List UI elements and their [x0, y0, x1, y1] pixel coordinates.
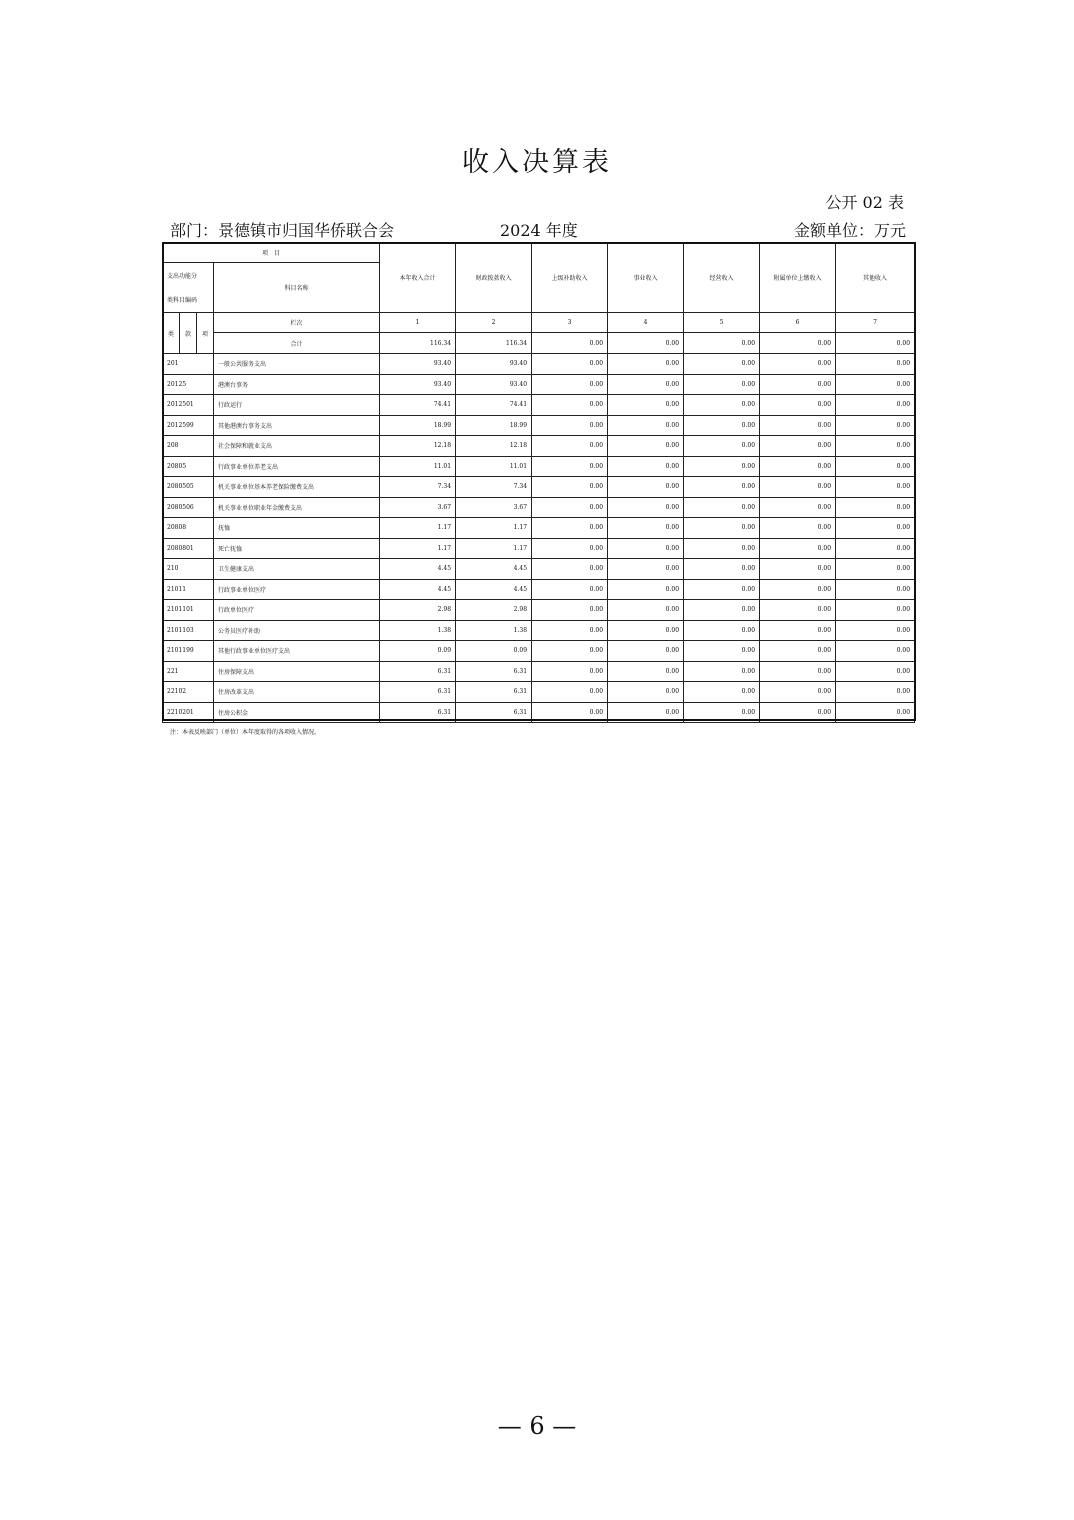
amount-cell: 1.38 — [380, 620, 456, 641]
amount-cell: 6.31 — [380, 682, 456, 703]
amount-cell: 0.00 — [532, 436, 608, 457]
amount-cell: 0.00 — [684, 620, 760, 641]
col-number-5: 5 — [684, 313, 760, 333]
amount-cell: 93.40 — [456, 354, 532, 375]
amount-cell: 0.00 — [760, 497, 836, 518]
amount-cell: 0.00 — [684, 354, 760, 375]
amount-cell: 0.00 — [684, 641, 760, 662]
table-meta — [170, 218, 906, 242]
amount-cell: 0.00 — [760, 456, 836, 477]
col-header-6: 附属单位上缴收入 — [760, 243, 836, 313]
table-note: 注：本表反映部门（单位）本年度取得的各项收入情况。 — [170, 729, 321, 736]
amount-cell: 0.00 — [532, 620, 608, 641]
page-number: — 6 — — [497, 1412, 577, 1440]
xiang-header: 项 — [197, 313, 214, 354]
amount-cell: 0.00 — [532, 559, 608, 580]
amount-cell: 6.31 — [456, 682, 532, 703]
amount-cell: 7.34 — [456, 477, 532, 498]
amount-cell: 0.00 — [532, 374, 608, 395]
amount-cell: 0.00 — [608, 538, 684, 559]
amount-cell: 0.00 — [684, 456, 760, 477]
form-number: 公开 02 表 — [825, 193, 904, 212]
amount-cell: 0.00 — [760, 702, 836, 723]
amount-cell: 1.38 — [456, 620, 532, 641]
amount-cell: 0.00 — [836, 600, 915, 621]
amount-cell: 0.00 — [760, 538, 836, 559]
subject-name: 死亡抚恤 — [214, 538, 380, 559]
amount-cell: 0.00 — [836, 415, 915, 436]
amount-cell: 0.00 — [608, 497, 684, 518]
amount-cell: 0.00 — [760, 518, 836, 539]
table-row — [163, 579, 915, 600]
lei-header: 类 — [163, 313, 180, 354]
amount-cell: 6.31 — [456, 661, 532, 682]
amount-cell: 11.01 — [456, 456, 532, 477]
subject-name: 社会保障和就业支出 — [214, 436, 380, 457]
amount-cell: 0.00 — [684, 415, 760, 436]
table-row — [163, 682, 915, 703]
amount-cell: 0.00 — [532, 538, 608, 559]
amount-cell: 0.00 — [608, 702, 684, 723]
total-cell: 0.00 — [836, 333, 915, 354]
func-class-label: 支出功能分 — [163, 263, 214, 288]
subject-name: 其他港澳台事务支出 — [214, 415, 380, 436]
subject-code: 221 — [163, 661, 214, 682]
amount-cell: 4.45 — [380, 559, 456, 580]
subject-name: 抚恤 — [214, 518, 380, 539]
lanci-header: 栏次 — [214, 313, 380, 333]
col-header-4: 事业收入 — [608, 243, 684, 313]
amount-cell: 0.00 — [532, 354, 608, 375]
amount-cell: 0.00 — [836, 702, 915, 723]
amount-cell: 0.00 — [532, 477, 608, 498]
subject-code: 20808 — [163, 518, 214, 539]
amount-cell: 0.00 — [684, 436, 760, 457]
amount-cell: 0.00 — [760, 436, 836, 457]
amount-cell: 0.00 — [836, 436, 915, 457]
amount-cell: 0.00 — [684, 395, 760, 416]
amount-cell: 0.00 — [608, 579, 684, 600]
amount-cell: 93.40 — [456, 374, 532, 395]
table-row — [163, 518, 915, 539]
amount-cell: 0.09 — [380, 641, 456, 662]
subject-name-header: 科目名称 — [214, 263, 380, 313]
table-row — [163, 497, 915, 518]
amount-cell: 0.00 — [684, 538, 760, 559]
subject-code: 2012599 — [163, 415, 214, 436]
subject-code: 21011 — [163, 579, 214, 600]
col-number-7: 7 — [836, 313, 915, 333]
amount-cell: 6.31 — [380, 661, 456, 682]
subject-name: 机关事业单位基本养老保险缴费支出 — [214, 477, 380, 498]
table-row — [163, 600, 915, 621]
amount-unit: 金额单位：万元 — [793, 221, 906, 240]
subject-code: 2012501 — [163, 395, 214, 416]
amount-cell: 0.00 — [684, 518, 760, 539]
amount-cell: 4.45 — [456, 579, 532, 600]
amount-cell: 0.00 — [532, 579, 608, 600]
subject-code: 20805 — [163, 456, 214, 477]
amount-cell: 0.00 — [608, 395, 684, 416]
amount-cell: 0.00 — [836, 374, 915, 395]
amount-cell: 0.00 — [684, 559, 760, 580]
amount-cell: 2.98 — [380, 600, 456, 621]
amount-cell: 0.00 — [836, 559, 915, 580]
amount-cell: 4.45 — [456, 559, 532, 580]
amount-cell: 93.40 — [380, 354, 456, 375]
amount-cell: 2.98 — [456, 600, 532, 621]
amount-cell: 0.00 — [836, 682, 915, 703]
amount-cell: 74.41 — [456, 395, 532, 416]
total-cell: 0.00 — [760, 333, 836, 354]
subject-name: 港澳台事务 — [214, 374, 380, 395]
subject-name: 行政事业单位养老支出 — [214, 456, 380, 477]
amount-cell: 0.00 — [836, 354, 915, 375]
amount-cell: 0.00 — [608, 354, 684, 375]
subject-code: 2080505 — [163, 477, 214, 498]
amount-cell: 18.99 — [456, 415, 532, 436]
class-code-label: 类科目编码 — [163, 288, 214, 313]
amount-cell: 0.00 — [836, 538, 915, 559]
amount-cell: 0.00 — [608, 641, 684, 662]
amount-cell: 0.00 — [532, 661, 608, 682]
amount-cell: 0.00 — [532, 497, 608, 518]
subject-code: 210 — [163, 559, 214, 580]
amount-cell: 0.00 — [684, 661, 760, 682]
amount-cell: 0.00 — [760, 641, 836, 662]
table-row — [163, 415, 915, 436]
subject-name: 住房改革支出 — [214, 682, 380, 703]
kuan-header: 款 — [180, 313, 197, 354]
amount-cell: 12.18 — [456, 436, 532, 457]
col-header-1: 本年收入合计 — [380, 243, 456, 313]
amount-cell: 74.41 — [380, 395, 456, 416]
table-row — [163, 661, 915, 682]
amount-cell: 0.00 — [684, 477, 760, 498]
amount-cell: 0.00 — [532, 395, 608, 416]
income-table — [162, 242, 915, 723]
amount-cell: 93.40 — [380, 374, 456, 395]
subject-name: 其他行政事业单位医疗支出 — [214, 641, 380, 662]
amount-cell: 0.00 — [836, 395, 915, 416]
amount-cell: 0.00 — [684, 579, 760, 600]
table-row — [163, 702, 915, 723]
col-number-4: 4 — [608, 313, 684, 333]
col-number-6: 6 — [760, 313, 836, 333]
amount-cell: 3.67 — [380, 497, 456, 518]
total-cell: 116.34 — [456, 333, 532, 354]
amount-cell: 0.00 — [608, 600, 684, 621]
amount-cell: 0.00 — [836, 579, 915, 600]
amount-cell: 0.00 — [760, 477, 836, 498]
amount-cell: 11.01 — [380, 456, 456, 477]
total-label: 合计 — [214, 333, 380, 354]
amount-cell: 0.00 — [608, 682, 684, 703]
subject-code: 2101199 — [163, 641, 214, 662]
subject-code: 20125 — [163, 374, 214, 395]
total-cell: 0.00 — [608, 333, 684, 354]
col-number-2: 2 — [456, 313, 532, 333]
amount-cell: 1.17 — [456, 538, 532, 559]
amount-cell: 0.00 — [608, 477, 684, 498]
subject-name: 住房保障支出 — [214, 661, 380, 682]
table-row — [163, 395, 915, 416]
table-row — [163, 641, 915, 662]
total-cell: 0.00 — [684, 333, 760, 354]
amount-cell: 0.00 — [836, 661, 915, 682]
amount-cell: 0.00 — [684, 374, 760, 395]
amount-cell: 0.00 — [608, 456, 684, 477]
amount-cell: 0.00 — [684, 497, 760, 518]
subject-code: 2080506 — [163, 497, 214, 518]
amount-cell: 0.00 — [684, 702, 760, 723]
subject-name: 机关事业单位职业年金缴费支出 — [214, 497, 380, 518]
fiscal-year: 2024 年度 — [500, 221, 578, 240]
amount-cell: 0.00 — [608, 436, 684, 457]
amount-cell: 1.17 — [380, 518, 456, 539]
col-header-3: 上级补助收入 — [532, 243, 608, 313]
amount-cell: 0.00 — [760, 415, 836, 436]
subject-name: 行政事业单位医疗 — [214, 579, 380, 600]
amount-cell: 6.31 — [456, 702, 532, 723]
total-cell: 116.34 — [380, 333, 456, 354]
amount-cell: 0.00 — [684, 682, 760, 703]
subject-name: 行政单位医疗 — [214, 600, 380, 621]
amount-cell: 18.99 — [380, 415, 456, 436]
department-label: 部门：景德镇市归国华侨联合会 — [170, 221, 395, 240]
table-body — [163, 354, 915, 723]
col-header-7: 其他收入 — [836, 243, 915, 313]
amount-cell: 0.00 — [608, 559, 684, 580]
amount-cell: 0.00 — [760, 600, 836, 621]
amount-cell: 4.45 — [380, 579, 456, 600]
amount-cell: 0.00 — [760, 579, 836, 600]
amount-cell: 0.00 — [608, 374, 684, 395]
subject-code: 2210201 — [163, 702, 214, 723]
subject-name: 一般公共服务支出 — [214, 354, 380, 375]
subject-code: 201 — [163, 354, 214, 375]
amount-cell: 0.00 — [532, 456, 608, 477]
amount-cell: 0.00 — [684, 600, 760, 621]
total-cell: 0.00 — [532, 333, 608, 354]
amount-cell: 0.00 — [760, 682, 836, 703]
subject-name: 行政运行 — [214, 395, 380, 416]
amount-cell: 1.17 — [380, 538, 456, 559]
table-row — [163, 559, 915, 580]
table-row — [163, 620, 915, 641]
subject-name: 住房公积金 — [214, 702, 380, 723]
table-row — [163, 436, 915, 457]
subject-code: 208 — [163, 436, 214, 457]
amount-cell: 0.00 — [532, 600, 608, 621]
amount-cell: 0.00 — [532, 682, 608, 703]
amount-cell: 0.00 — [532, 702, 608, 723]
table-row — [163, 354, 915, 375]
subject-code: 2101101 — [163, 600, 214, 621]
subject-name: 卫生健康支出 — [214, 559, 380, 580]
amount-cell: 0.00 — [836, 497, 915, 518]
col-header-5: 经营收入 — [684, 243, 760, 313]
amount-cell: 0.00 — [760, 661, 836, 682]
amount-cell: 0.09 — [456, 641, 532, 662]
amount-cell: 0.00 — [760, 559, 836, 580]
amount-cell: 0.00 — [532, 518, 608, 539]
table-row — [163, 538, 915, 559]
amount-cell: 1.17 — [456, 518, 532, 539]
subject-code: 22102 — [163, 682, 214, 703]
amount-cell: 0.00 — [836, 641, 915, 662]
amount-cell: 12.18 — [380, 436, 456, 457]
amount-cell: 0.00 — [836, 456, 915, 477]
amount-cell: 0.00 — [760, 354, 836, 375]
table-row — [163, 374, 915, 395]
subject-code: 2101103 — [163, 620, 214, 641]
table-row — [163, 477, 915, 498]
amount-cell: 0.00 — [760, 395, 836, 416]
amount-cell: 0.00 — [836, 477, 915, 498]
col-number-1: 1 — [380, 313, 456, 333]
col-number-3: 3 — [532, 313, 608, 333]
amount-cell: 0.00 — [532, 641, 608, 662]
amount-cell: 0.00 — [608, 518, 684, 539]
amount-cell: 0.00 — [608, 620, 684, 641]
amount-cell: 0.00 — [608, 415, 684, 436]
amount-cell: 0.00 — [760, 374, 836, 395]
subject-code: 2080801 — [163, 538, 214, 559]
amount-cell: 7.34 — [380, 477, 456, 498]
amount-cell: 0.00 — [760, 620, 836, 641]
subject-name: 公务员医疗补助 — [214, 620, 380, 641]
amount-cell: 0.00 — [532, 415, 608, 436]
amount-cell: 6.31 — [380, 702, 456, 723]
page-title: 收入决算表 — [462, 147, 612, 178]
amount-cell: 3.67 — [456, 497, 532, 518]
project-header: 项 目 — [163, 243, 380, 263]
col-header-2: 财政拨款收入 — [456, 243, 532, 313]
amount-cell: 0.00 — [608, 661, 684, 682]
amount-cell: 0.00 — [836, 518, 915, 539]
amount-cell: 0.00 — [836, 620, 915, 641]
table-row — [163, 456, 915, 477]
